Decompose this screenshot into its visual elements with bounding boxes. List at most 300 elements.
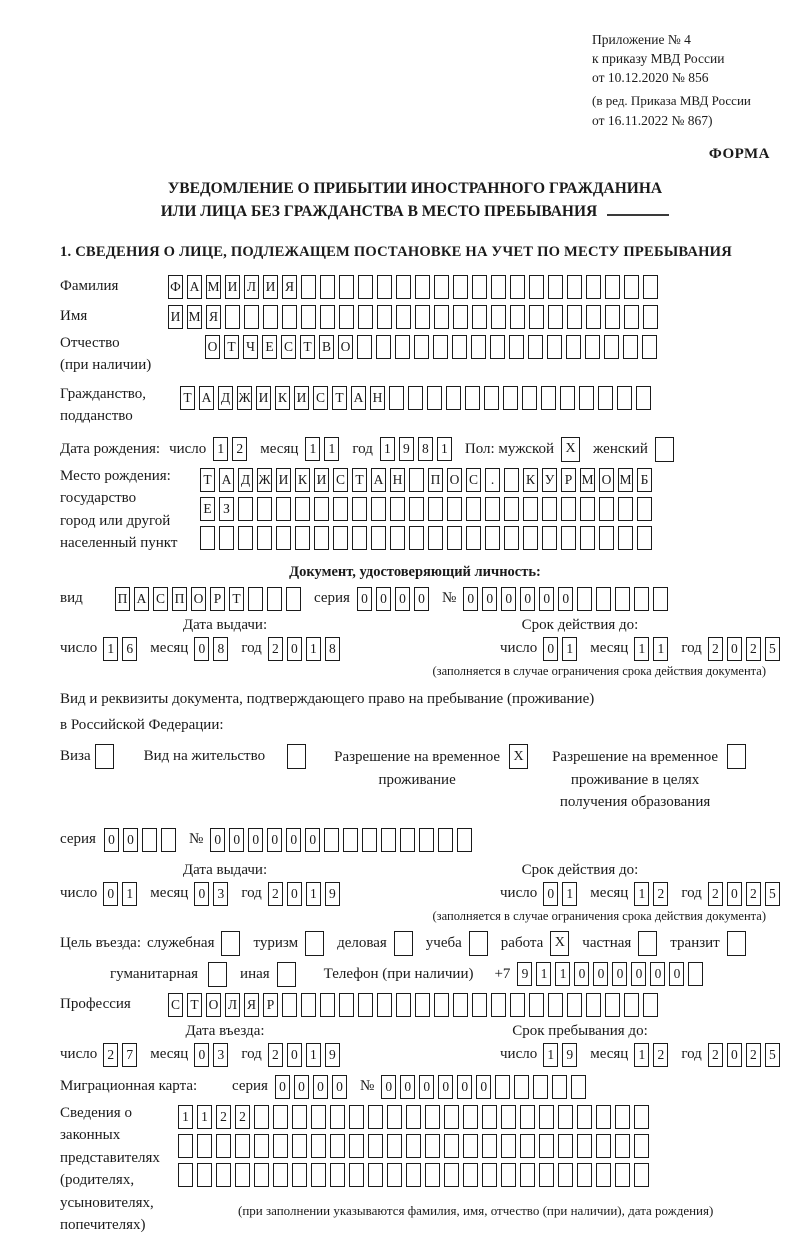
- char-cell[interactable]: П: [172, 587, 187, 611]
- char-cell[interactable]: [643, 305, 658, 329]
- char-cell[interactable]: 2: [268, 882, 283, 906]
- char-cell[interactable]: О: [206, 993, 221, 1017]
- char-cell[interactable]: [409, 468, 424, 492]
- char-cell[interactable]: [509, 335, 524, 359]
- char-cell[interactable]: [561, 526, 576, 550]
- char-cell[interactable]: [257, 497, 272, 521]
- char-cell[interactable]: [376, 335, 391, 359]
- char-cell[interactable]: 0: [539, 587, 554, 611]
- char-cell[interactable]: [463, 1105, 478, 1129]
- char-cell[interactable]: О: [205, 335, 220, 359]
- char-cell[interactable]: [254, 1163, 269, 1187]
- char-cell[interactable]: Т: [229, 587, 244, 611]
- char-cell[interactable]: 2: [653, 1043, 668, 1067]
- char-cell[interactable]: 2: [216, 1105, 231, 1129]
- char-cell[interactable]: Р: [561, 468, 576, 492]
- char-cell[interactable]: [567, 305, 582, 329]
- char-cell[interactable]: [358, 305, 373, 329]
- char-cell[interactable]: [292, 1163, 307, 1187]
- char-cell[interactable]: [491, 305, 506, 329]
- char-cell[interactable]: [225, 305, 240, 329]
- char-cell[interactable]: [510, 305, 525, 329]
- char-cell[interactable]: 0: [727, 882, 742, 906]
- char-cell[interactable]: [216, 1163, 231, 1187]
- char-cell[interactable]: [542, 526, 557, 550]
- char-cell[interactable]: [409, 526, 424, 550]
- char-cell[interactable]: И: [294, 386, 309, 410]
- char-cell[interactable]: [282, 305, 297, 329]
- char-cell[interactable]: 1: [380, 437, 395, 461]
- char-cell[interactable]: [596, 1163, 611, 1187]
- char-cell[interactable]: [469, 931, 488, 956]
- char-cell[interactable]: [471, 335, 486, 359]
- char-cell[interactable]: [491, 275, 506, 299]
- char-cell[interactable]: 0: [476, 1075, 491, 1099]
- char-cell[interactable]: 1: [653, 637, 668, 661]
- char-cell[interactable]: [586, 275, 601, 299]
- char-cell[interactable]: 0: [275, 1075, 290, 1099]
- char-cell[interactable]: [219, 526, 234, 550]
- char-cell[interactable]: 7: [122, 1043, 137, 1067]
- char-cell[interactable]: Р: [210, 587, 225, 611]
- char-cell[interactable]: [634, 1134, 649, 1158]
- char-cell[interactable]: [482, 1105, 497, 1129]
- char-cell[interactable]: [539, 1105, 554, 1129]
- char-cell[interactable]: [457, 828, 472, 852]
- char-cell[interactable]: 1: [305, 437, 320, 461]
- char-cell[interactable]: [580, 497, 595, 521]
- char-cell[interactable]: 1: [543, 1043, 558, 1067]
- char-cell[interactable]: Т: [187, 993, 202, 1017]
- char-cell[interactable]: [615, 1105, 630, 1129]
- char-cell[interactable]: [604, 335, 619, 359]
- char-cell[interactable]: [311, 1134, 326, 1158]
- char-cell[interactable]: [586, 993, 601, 1017]
- char-cell[interactable]: 0: [669, 962, 684, 986]
- char-cell[interactable]: [387, 1105, 402, 1129]
- char-cell[interactable]: 9: [517, 962, 532, 986]
- char-cell[interactable]: [624, 993, 639, 1017]
- char-cell[interactable]: 9: [399, 437, 414, 461]
- char-cell[interactable]: [529, 305, 544, 329]
- char-cell[interactable]: [636, 386, 651, 410]
- char-cell[interactable]: Е: [262, 335, 277, 359]
- char-cell[interactable]: Ж: [237, 386, 252, 410]
- char-cell[interactable]: 1: [306, 637, 321, 661]
- char-cell[interactable]: [434, 993, 449, 1017]
- char-cell[interactable]: [567, 993, 582, 1017]
- char-cell[interactable]: 0: [574, 962, 589, 986]
- char-cell[interactable]: 0: [381, 1075, 396, 1099]
- char-cell[interactable]: 0: [194, 882, 209, 906]
- char-cell[interactable]: [287, 744, 306, 769]
- char-cell[interactable]: 1: [536, 962, 551, 986]
- char-cell[interactable]: [585, 335, 600, 359]
- char-cell[interactable]: [400, 828, 415, 852]
- char-cell[interactable]: М: [187, 305, 202, 329]
- char-cell[interactable]: [490, 335, 505, 359]
- char-cell[interactable]: [444, 1105, 459, 1129]
- char-cell[interactable]: [396, 305, 411, 329]
- char-cell[interactable]: [390, 526, 405, 550]
- char-cell[interactable]: [541, 386, 556, 410]
- char-cell[interactable]: [504, 497, 519, 521]
- char-cell[interactable]: [248, 587, 263, 611]
- char-cell[interactable]: [244, 305, 259, 329]
- char-cell[interactable]: 8: [418, 437, 433, 461]
- char-cell[interactable]: [528, 335, 543, 359]
- char-cell[interactable]: [598, 386, 613, 410]
- char-cell[interactable]: 2: [708, 637, 723, 661]
- char-cell[interactable]: [371, 526, 386, 550]
- char-cell[interactable]: [586, 305, 601, 329]
- char-cell[interactable]: [642, 335, 657, 359]
- char-cell[interactable]: [330, 1134, 345, 1158]
- char-cell[interactable]: [453, 993, 468, 1017]
- char-cell[interactable]: [320, 275, 335, 299]
- char-cell[interactable]: [415, 993, 430, 1017]
- char-cell[interactable]: [523, 497, 538, 521]
- char-cell[interactable]: 0: [593, 962, 608, 986]
- char-cell[interactable]: [197, 1134, 212, 1158]
- char-cell[interactable]: [623, 335, 638, 359]
- char-cell[interactable]: [95, 744, 114, 769]
- char-cell[interactable]: [301, 993, 316, 1017]
- char-cell[interactable]: [558, 1105, 573, 1129]
- char-cell[interactable]: И: [225, 275, 240, 299]
- char-cell[interactable]: [485, 497, 500, 521]
- char-cell[interactable]: [491, 993, 506, 1017]
- char-cell[interactable]: 0: [103, 882, 118, 906]
- char-cell[interactable]: 1: [122, 882, 137, 906]
- char-cell[interactable]: 1: [213, 437, 228, 461]
- char-cell[interactable]: [320, 305, 335, 329]
- char-cell[interactable]: 1: [555, 962, 570, 986]
- char-cell[interactable]: 0: [520, 587, 535, 611]
- char-cell[interactable]: [548, 305, 563, 329]
- char-cell[interactable]: 8: [325, 637, 340, 661]
- char-cell[interactable]: [408, 386, 423, 410]
- char-cell[interactable]: [580, 526, 595, 550]
- char-cell[interactable]: [273, 1163, 288, 1187]
- char-cell[interactable]: [415, 305, 430, 329]
- char-cell[interactable]: П: [115, 587, 130, 611]
- char-cell[interactable]: [577, 1163, 592, 1187]
- char-cell[interactable]: [548, 993, 563, 1017]
- char-cell[interactable]: [282, 993, 297, 1017]
- char-cell[interactable]: [501, 1105, 516, 1129]
- char-cell[interactable]: У: [542, 468, 557, 492]
- char-cell[interactable]: [305, 931, 324, 956]
- char-cell[interactable]: [333, 526, 348, 550]
- char-cell[interactable]: 2: [653, 882, 668, 906]
- char-cell[interactable]: X: [509, 744, 528, 769]
- char-cell[interactable]: [453, 275, 468, 299]
- char-cell[interactable]: Т: [300, 335, 315, 359]
- char-cell[interactable]: [273, 1105, 288, 1129]
- char-cell[interactable]: [368, 1105, 383, 1129]
- char-cell[interactable]: [539, 1134, 554, 1158]
- char-cell[interactable]: 1: [324, 437, 339, 461]
- char-cell[interactable]: [301, 305, 316, 329]
- char-cell[interactable]: [235, 1163, 250, 1187]
- char-cell[interactable]: 0: [612, 962, 627, 986]
- char-cell[interactable]: [618, 526, 633, 550]
- char-cell[interactable]: [295, 497, 310, 521]
- char-cell[interactable]: [501, 1163, 516, 1187]
- char-cell[interactable]: 0: [332, 1075, 347, 1099]
- char-cell[interactable]: [295, 526, 310, 550]
- char-cell[interactable]: В: [319, 335, 334, 359]
- char-cell[interactable]: Ж: [257, 468, 272, 492]
- char-cell[interactable]: 0: [395, 587, 410, 611]
- char-cell[interactable]: [358, 275, 373, 299]
- char-cell[interactable]: [579, 386, 594, 410]
- char-cell[interactable]: [197, 1163, 212, 1187]
- char-cell[interactable]: О: [338, 335, 353, 359]
- char-cell[interactable]: 9: [325, 882, 340, 906]
- char-cell[interactable]: [330, 1105, 345, 1129]
- char-cell[interactable]: [643, 275, 658, 299]
- char-cell[interactable]: [343, 828, 358, 852]
- char-cell[interactable]: [320, 993, 335, 1017]
- char-cell[interactable]: 1: [306, 1043, 321, 1067]
- char-cell[interactable]: [727, 931, 746, 956]
- char-cell[interactable]: 0: [287, 1043, 302, 1067]
- char-cell[interactable]: О: [599, 468, 614, 492]
- char-cell[interactable]: [314, 497, 329, 521]
- char-cell[interactable]: 0: [558, 587, 573, 611]
- char-cell[interactable]: 1: [634, 1043, 649, 1067]
- char-cell[interactable]: М: [618, 468, 633, 492]
- char-cell[interactable]: [548, 275, 563, 299]
- char-cell[interactable]: [466, 497, 481, 521]
- char-cell[interactable]: 0: [305, 828, 320, 852]
- char-cell[interactable]: [615, 1163, 630, 1187]
- char-cell[interactable]: [624, 275, 639, 299]
- char-cell[interactable]: А: [351, 386, 366, 410]
- char-cell[interactable]: 9: [325, 1043, 340, 1067]
- char-cell[interactable]: И: [263, 275, 278, 299]
- char-cell[interactable]: [463, 1134, 478, 1158]
- char-cell[interactable]: [596, 1134, 611, 1158]
- char-cell[interactable]: [605, 305, 620, 329]
- char-cell[interactable]: [547, 335, 562, 359]
- char-cell[interactable]: С: [281, 335, 296, 359]
- char-cell[interactable]: [428, 526, 443, 550]
- char-cell[interactable]: [387, 1134, 402, 1158]
- char-cell[interactable]: [292, 1134, 307, 1158]
- char-cell[interactable]: А: [219, 468, 234, 492]
- char-cell[interactable]: [444, 1134, 459, 1158]
- char-cell[interactable]: [330, 1163, 345, 1187]
- char-cell[interactable]: [599, 497, 614, 521]
- char-cell[interactable]: [567, 275, 582, 299]
- char-cell[interactable]: Н: [370, 386, 385, 410]
- char-cell[interactable]: [433, 335, 448, 359]
- char-cell[interactable]: 1: [103, 637, 118, 661]
- char-cell[interactable]: 1: [197, 1105, 212, 1129]
- char-cell[interactable]: [447, 526, 462, 550]
- char-cell[interactable]: [552, 1075, 567, 1099]
- char-cell[interactable]: [444, 1163, 459, 1187]
- char-cell[interactable]: [539, 1163, 554, 1187]
- char-cell[interactable]: [200, 526, 215, 550]
- char-cell[interactable]: К: [523, 468, 538, 492]
- char-cell[interactable]: 0: [631, 962, 646, 986]
- char-cell[interactable]: [357, 335, 372, 359]
- char-cell[interactable]: [558, 1163, 573, 1187]
- char-cell[interactable]: [273, 1134, 288, 1158]
- char-cell[interactable]: [396, 993, 411, 1017]
- char-cell[interactable]: 0: [543, 882, 558, 906]
- char-cell[interactable]: [596, 587, 611, 611]
- char-cell[interactable]: [235, 1134, 250, 1158]
- char-cell[interactable]: [339, 993, 354, 1017]
- char-cell[interactable]: [634, 587, 649, 611]
- char-cell[interactable]: 2: [708, 1043, 723, 1067]
- char-cell[interactable]: [425, 1163, 440, 1187]
- char-cell[interactable]: М: [206, 275, 221, 299]
- char-cell[interactable]: [311, 1163, 326, 1187]
- char-cell[interactable]: [558, 1134, 573, 1158]
- char-cell[interactable]: [276, 497, 291, 521]
- char-cell[interactable]: 0: [438, 1075, 453, 1099]
- char-cell[interactable]: [371, 497, 386, 521]
- char-cell[interactable]: Ч: [243, 335, 258, 359]
- char-cell[interactable]: [254, 1105, 269, 1129]
- char-cell[interactable]: 0: [463, 587, 478, 611]
- char-cell[interactable]: [425, 1105, 440, 1129]
- char-cell[interactable]: [390, 497, 405, 521]
- char-cell[interactable]: [571, 1075, 586, 1099]
- char-cell[interactable]: [276, 526, 291, 550]
- char-cell[interactable]: О: [447, 468, 462, 492]
- char-cell[interactable]: [377, 275, 392, 299]
- char-cell[interactable]: 0: [123, 828, 138, 852]
- char-cell[interactable]: [358, 993, 373, 1017]
- char-cell[interactable]: Т: [352, 468, 367, 492]
- char-cell[interactable]: А: [199, 386, 214, 410]
- char-cell[interactable]: 2: [746, 1043, 761, 1067]
- char-cell[interactable]: Т: [224, 335, 239, 359]
- char-cell[interactable]: 0: [194, 637, 209, 661]
- char-cell[interactable]: [324, 828, 339, 852]
- char-cell[interactable]: [221, 931, 240, 956]
- char-cell[interactable]: [387, 1163, 402, 1187]
- char-cell[interactable]: [501, 1134, 516, 1158]
- char-cell[interactable]: [482, 1163, 497, 1187]
- char-cell[interactable]: 0: [727, 637, 742, 661]
- char-cell[interactable]: 5: [765, 1043, 780, 1067]
- char-cell[interactable]: 0: [543, 637, 558, 661]
- char-cell[interactable]: А: [371, 468, 386, 492]
- char-cell[interactable]: [653, 587, 668, 611]
- char-cell[interactable]: Д: [218, 386, 233, 410]
- char-cell[interactable]: [434, 275, 449, 299]
- char-cell[interactable]: 3: [213, 1043, 228, 1067]
- char-cell[interactable]: [638, 931, 657, 956]
- char-cell[interactable]: И: [256, 386, 271, 410]
- char-cell[interactable]: [577, 1105, 592, 1129]
- char-cell[interactable]: [615, 587, 630, 611]
- char-cell[interactable]: 0: [267, 828, 282, 852]
- char-cell[interactable]: [406, 1105, 421, 1129]
- char-cell[interactable]: [333, 497, 348, 521]
- char-cell[interactable]: 6: [122, 637, 137, 661]
- char-cell[interactable]: [637, 497, 652, 521]
- char-cell[interactable]: 5: [765, 882, 780, 906]
- char-cell[interactable]: [452, 335, 467, 359]
- char-cell[interactable]: Ф: [168, 275, 183, 299]
- char-cell[interactable]: [542, 497, 557, 521]
- char-cell[interactable]: [238, 497, 253, 521]
- char-cell[interactable]: [414, 335, 429, 359]
- char-cell[interactable]: [425, 1134, 440, 1158]
- char-cell[interactable]: [529, 993, 544, 1017]
- char-cell[interactable]: [624, 305, 639, 329]
- char-cell[interactable]: [311, 1105, 326, 1129]
- char-cell[interactable]: Е: [200, 497, 215, 521]
- char-cell[interactable]: 2: [232, 437, 247, 461]
- char-cell[interactable]: [292, 1105, 307, 1129]
- char-cell[interactable]: Я: [206, 305, 221, 329]
- char-cell[interactable]: [463, 1163, 478, 1187]
- char-cell[interactable]: [395, 335, 410, 359]
- char-cell[interactable]: [503, 386, 518, 410]
- char-cell[interactable]: [368, 1134, 383, 1158]
- char-cell[interactable]: 2: [268, 1043, 283, 1067]
- char-cell[interactable]: [617, 386, 632, 410]
- char-cell[interactable]: [523, 526, 538, 550]
- char-cell[interactable]: Д: [238, 468, 253, 492]
- char-cell[interactable]: 0: [482, 587, 497, 611]
- char-cell[interactable]: [434, 305, 449, 329]
- char-cell[interactable]: [208, 962, 227, 987]
- char-cell[interactable]: 0: [294, 1075, 309, 1099]
- char-cell[interactable]: А: [134, 587, 149, 611]
- char-cell[interactable]: [520, 1105, 535, 1129]
- char-cell[interactable]: [566, 335, 581, 359]
- char-cell[interactable]: 1: [562, 882, 577, 906]
- char-cell[interactable]: [599, 526, 614, 550]
- char-cell[interactable]: [406, 1134, 421, 1158]
- char-cell[interactable]: [520, 1163, 535, 1187]
- char-cell[interactable]: [533, 1075, 548, 1099]
- char-cell[interactable]: [394, 931, 413, 956]
- char-cell[interactable]: [688, 962, 703, 986]
- char-cell[interactable]: [634, 1105, 649, 1129]
- char-cell[interactable]: [339, 305, 354, 329]
- char-cell[interactable]: Я: [244, 993, 259, 1017]
- char-cell[interactable]: [349, 1134, 364, 1158]
- char-cell[interactable]: 0: [419, 1075, 434, 1099]
- char-cell[interactable]: X: [561, 437, 580, 462]
- char-cell[interactable]: [377, 993, 392, 1017]
- char-cell[interactable]: [618, 497, 633, 521]
- char-cell[interactable]: 0: [313, 1075, 328, 1099]
- char-cell[interactable]: [605, 275, 620, 299]
- char-cell[interactable]: 0: [501, 587, 516, 611]
- char-cell[interactable]: Я: [282, 275, 297, 299]
- char-cell[interactable]: [472, 993, 487, 1017]
- char-cell[interactable]: [465, 386, 480, 410]
- char-cell[interactable]: С: [466, 468, 481, 492]
- char-cell[interactable]: [655, 437, 674, 462]
- char-cell[interactable]: [377, 305, 392, 329]
- char-cell[interactable]: [267, 587, 282, 611]
- char-cell[interactable]: [453, 305, 468, 329]
